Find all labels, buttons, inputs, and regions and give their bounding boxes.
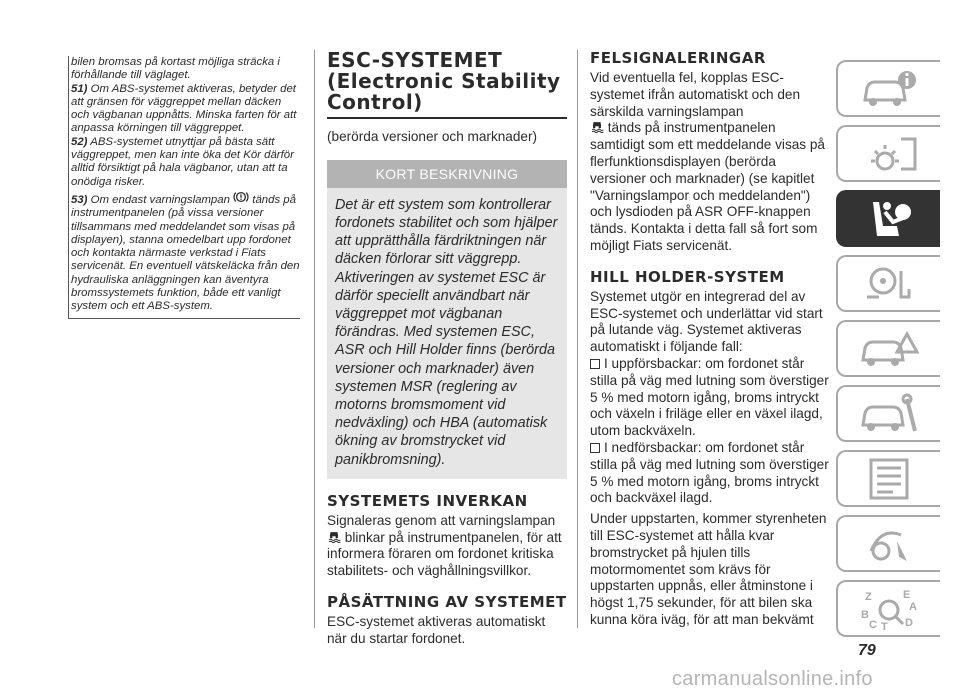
column-divider-2	[577, 50, 578, 628]
inverkan-text	[327, 513, 567, 580]
note-53-text-post: tänds på instrumentpanelen (på vissa versioner tillsammans med meddelandet som visas på displayen), stanna omedelbart upp fordonet och kontakta närmaste verkstad i Fiats servicenät. En eventuell vätskeläcka från den hydrauliska anläggningen kan äventyra bromssystemets funktion, både ett vanligt system och ett ABS-system.	[71, 193, 300, 313]
note-51-number: 51)	[71, 82, 88, 95]
inverkan-text-post: blinkar på instrumentpanelen, för att informera föraren om fordonet kritiska stabilitets- och väghållningsvillkor.	[327, 529, 562, 579]
note-52-text: ABS-systemet utnyttjar på bästa sätt väggreppet, men kan inte öka det Kör därför alltid försiktigt på hala vägbanor, utan att ta onödiga risker.	[71, 135, 294, 188]
index-letter-a: A	[909, 600, 917, 613]
notes-box	[68, 56, 300, 319]
pasattning-text: ESC-systemet aktiveras automatiskt när du startar fordonet.	[327, 614, 546, 646]
tab-index[interactable]	[836, 580, 940, 637]
felsignal-column	[590, 50, 830, 629]
note-53	[71, 189, 300, 314]
note-52	[71, 136, 300, 189]
index-letter-d: D	[905, 616, 913, 629]
esc-column	[327, 50, 567, 648]
car-wrench-icon	[857, 391, 921, 437]
brake-warning-icon	[233, 189, 249, 205]
esc-warning-icon	[590, 120, 604, 134]
checklist-icon	[857, 456, 921, 502]
tab-technical[interactable]	[836, 450, 940, 507]
note-53-text-pre: Om endast varningslampan	[90, 193, 230, 206]
note-52-number: 52)	[71, 135, 88, 148]
esc-subtitle: (berörda versioner och marknader)	[327, 129, 538, 144]
tab-maintenance[interactable]	[836, 385, 940, 442]
notes-column	[68, 56, 300, 319]
esc-warning-icon	[327, 530, 341, 544]
car-triangle-icon	[857, 326, 921, 372]
kort-beskrivning-header: KORT BESKRIVNING	[327, 160, 567, 188]
esc-title: ESC-SYSTEMET (Electronic Stability Control)	[327, 48, 561, 114]
note-51	[71, 83, 300, 136]
tab-dashboard[interactable]	[836, 125, 940, 182]
hill-holder-heading: HILL HOLDER-SYSTEM	[590, 267, 785, 286]
fel-text-post: tänds på instrumentpanelen samtidigt som ett meddelande visas på flerfunktionsdisplayen (berörda versioner och marknader) (se kapitlet "Varningslampor och meddelanden") och lysdioden på ASR OFF-knappen tänds. Kontakta i detta fall så fort som möjligt Fiats servicenät.	[590, 120, 825, 253]
tab-car-info[interactable]	[836, 60, 940, 117]
tab-safety[interactable]	[836, 190, 940, 247]
index-letter-b: B	[861, 608, 869, 621]
bullet-text: I uppförsbackar: om fordonet står stilla på väg med lutning som överstiger 5 % med motorn igång, broms intryckt och växeln i friläge eller en växel ilagd, utom backväxeln.	[590, 355, 829, 439]
note-53-number: 53)	[71, 193, 88, 206]
page-number: 79	[858, 642, 876, 659]
title-rule	[327, 117, 567, 119]
tab-multimedia[interactable]	[836, 515, 940, 572]
tab-emergency[interactable]	[836, 320, 940, 377]
index-letter-c: C	[869, 618, 877, 631]
media-nav-icon	[857, 521, 921, 567]
index-letter-e: E	[903, 588, 911, 601]
bullet-text: I nedförsbackar: om fordonet står stilla på väg med lutning som överstiger 5 % med motorn igång, broms intryckt och backväxel ilagd.	[590, 439, 829, 506]
sun-dashboard-icon	[857, 131, 921, 177]
checkbox-bullet-icon	[590, 443, 600, 453]
fel-text-pre: Vid eventuella fel, kopplas ESC-systemet ifrån automatiskt och den särskilda varningslampan	[590, 70, 801, 119]
chapter-tabs	[836, 60, 940, 645]
index-letter-t: T	[881, 620, 888, 632]
kort-beskrivning-body: Det är ett system som kontrollerar fordonets stabilitet och som hjälper att upprätthålla färdriktningen när däcken förlorar sitt väggrepp. Aktiveringen av systemet ESC är därför speciellt användbart när väggreppet mot vägbanan förändras. Med systemen ESC, ASR och Hill Holder finns (berörda versioner och marknader) även systemen MSR (reglering av motorns bromsmoment vid nedväxling) och HBA (automatisk ökning av bromstrycket vid panikbromsning).	[327, 188, 567, 479]
note-51-text: Om ABS-systemet aktiveras, betyder det att gränsen för väggreppet mellan däcken och vägbanan uppnåtts. Minska farten för att anpassa körningen till väggreppet.	[71, 82, 297, 135]
inverkan-text-pre: Signaleras genom att varningslampan	[327, 512, 556, 528]
uppstart-text: Under uppstarten, kommer styrenheten till ESC-systemet att hålla kvar bromstrycket på hjulen tills motormomentet som krävs för uppstarten uppnås, eller åtminstone i högst 1,75 sekunder, för att bilen ska kunna köra iväg, för att man bekvämt	[590, 511, 827, 627]
airbag-seat-icon	[857, 196, 921, 242]
bullet-uppforsbackar	[590, 356, 830, 440]
steering-key-icon	[857, 261, 921, 307]
fel-heading: FELSIGNALERINGAR	[590, 49, 766, 67]
column-divider-1	[314, 50, 315, 628]
car-info-icon	[857, 66, 921, 112]
note-intro: bilen bromsas på kortast möjliga sträcka i förhållande till väglaget.	[71, 56, 280, 82]
hill-holder-text: Systemet utgör en integrerad del av ESC-systemet och underlättar vid start på lutande väg. Systemet aktiveras automatiskt i följande fall:	[590, 288, 823, 355]
inverkan-heading: SYSTEMETS INVERKAN	[327, 491, 528, 510]
index-letters-icon	[857, 586, 921, 632]
pasattning-heading: PÅSÄTTNING AV SYSTEMET	[327, 593, 567, 612]
index-letter-z: Z	[865, 590, 872, 603]
tab-starting[interactable]	[836, 255, 940, 312]
checkbox-bullet-icon	[590, 359, 600, 369]
watermark: carmanualsonline.info	[672, 668, 873, 690]
fel-text	[590, 70, 830, 255]
bullet-nedforsbackar	[590, 440, 830, 507]
